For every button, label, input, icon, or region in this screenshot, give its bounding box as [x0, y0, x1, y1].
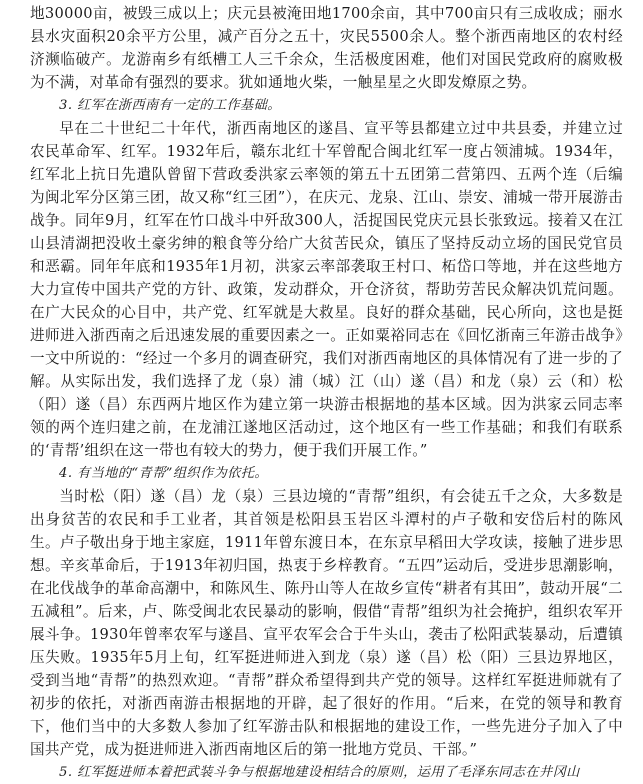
- section-heading-3: 3. 红军在浙西南有一定的工作基础。: [59, 98, 281, 113]
- section-heading-4: 4. 有当地的“青帮”组织作为依托。: [59, 466, 268, 481]
- paragraph-red-army-foundation: 早在二十世纪二十年代，浙西南地区的遂昌、宣平等县都建立过中共县委，并建立过农民革命军、红军。1932年后，赣东北红十军曾配合闽北红军一度占领浦城。1934年，红军北上抗日先遣队曾留下营政委洪家云率领的第五十五团第二营第四、五两个连（后编为闽北军分区第三团，故又称“红三团”），在庆元、龙泉、江山、崇安、浦城一带开展游击战争。同年9月，红军在竹口战斗中歼敌300人，活捉国民党庆元县长张致远。接着又在江山县清湖把没收土豪劣绅的粮食等分给广大贫苦民众，镇压了坚持反动立场的国民党官员和恶霸。同年年底和1935年1月初，洪家云率部袭取王村口、柘岱口等地，并在这些地方大力宣传中国共产党的方针、政策，发动群众，开仓济贫，帮助劳苦民众解决饥荒问题。在广大民众的心目中，共产党、红军就是大救星。良好的群众基础，民心所向，这也是挺进师进入浙西南之后迅速发展的重要因素之一。正如粟裕同志在《回忆浙南三年游击战争》一文中所说的：“经过一个多月的调查研究，我们对浙西南地区的具体情况有了进一步的了解。从实际出发，我们选择了龙（泉）浦（城）江（山）遂（昌）和龙（泉）云（和）松（阳）遂（昌）东西两片地区作为建立第一块游击根据地的基本区域。因为洪家云同志率领的两个连归建之前，在龙浦江遂地区活动过，这个地区有一些工作基础；和我们有联系的‘青帮’组织在这一带也有较大的势力，便于我们开展工作。”: [30, 120, 623, 459]
- paragraph-disaster-economy: 地30000亩，被毁三成以上；庆元县被淹田地1700余亩，其中700亩只有三成收成；丽水县水灾面积20余平方公里，减产百分之五十，灾民5500余人。整个浙西南地区的农村经济濒临破产。龙游南乡有纸槽工人三千余众，生活极度困难，他们对国民党政府的腐败极为不满，对革命有强烈的要求。犹如通地火柴，一触星星之火即发燎原之势。: [30, 5, 623, 91]
- paragraph-qingbang: 当时松（阳）遂（昌）龙（泉）三县边境的“青帮”组织，有会徒五千之众，大多数是出身贫苦的农民和手工业者，其首领是松阳县玉岩区斗潭村的卢子敬和安岱后村的陈风生。卢子敬出身于地主家庭，1911年曾东渡日本，在东京早稻田大学攻读，接触了进步思想。辛亥革命后，于1913年初归国，热衷于乡梓教育。“五四”运动后，受进步思潮影响，在北伐战争的革命高潮中，和陈风生、陈丹山等人在故乡宣传“耕者有其田”，鼓动开展“二五减租”。后来，卢、陈受闽北农民暴动的影响，假借“青帮”组织为社会掩护，组织农军开展斗争。1930年曾率农军与遂昌、宣平农军会合于牛头山，袭击了松阳武装暴动，后遭镇压失败。1935年5月上旬，红军挺进师进入到龙（泉）遂（昌）松（阳）三县边界地区，受到当地“青帮”的热烈欢迎。“青帮”群众希望得到共产党的领导。这样红军挺进师就有了初步的依托，对浙西南游击根据地的开辟，起了很好的作用。“后来，在党的领导和教育下，他们当中的大多数人参加了红军游击队和根据地的建设工作，一些先进分子加入了中国共产党，成为挺进师进入浙西南地区后的第一批地方党员、干部。”: [30, 488, 623, 758]
- section-heading-5: 5. 红军挺进师本着把武装斗争与根据地建设相结合的原则，运用了毛泽东同志在井冈山: [59, 765, 580, 780]
